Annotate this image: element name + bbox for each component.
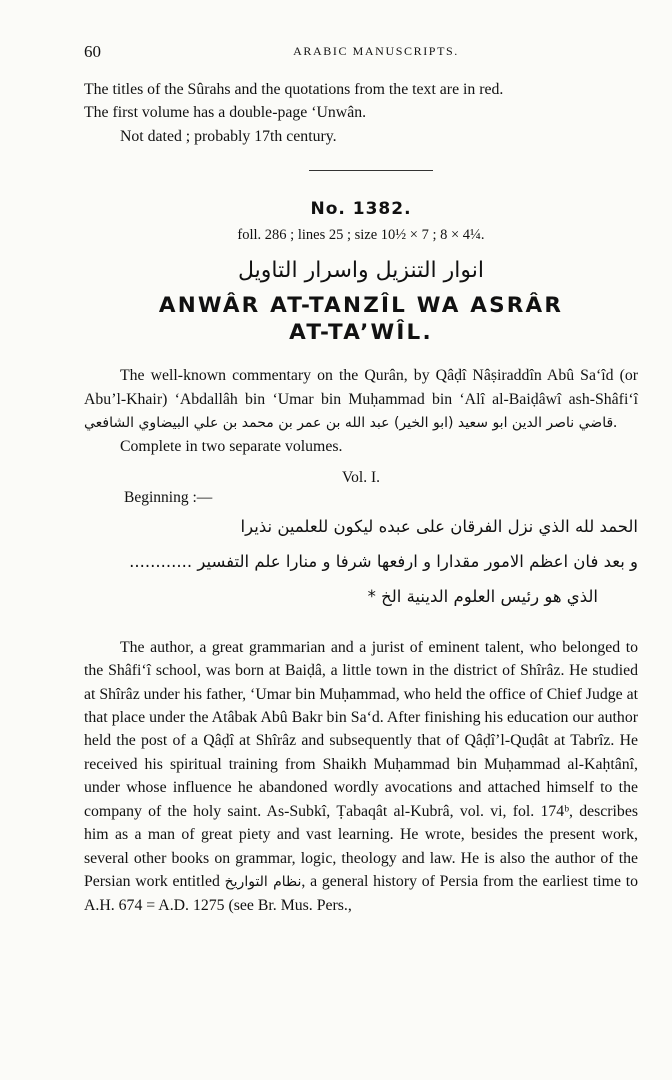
- description-end: .: [613, 414, 618, 432]
- previous-entry-line-2: The first volume has a double-page ‘Unwân.: [84, 104, 367, 122]
- beginning-arabic-line-1: الحمد لله الذي نزل الفرقان على عبده ليكون للعلمين نذيرا: [240, 516, 638, 536]
- entry-number: No. 1382.: [310, 199, 412, 220]
- volumes-note: Complete in two separate volumes.: [120, 438, 343, 456]
- entry-collation: foll. 286 ; lines 25 ; size 10½ × 7 ; 8 × 4¼.: [237, 227, 485, 244]
- page-header: [84, 38, 638, 68]
- beginning-arabic-line-2: و بعد فان اعظم الامور مقدارا و ارفعها شرفا و منارا علم التفسير ............: [129, 551, 638, 571]
- entry-title-line-1: ANWÂR AT-TANZÎL WA ASRÂR: [158, 293, 564, 319]
- section-divider: [309, 170, 433, 171]
- beginning-label: Beginning :—: [124, 488, 213, 506]
- previous-entry-line-1: The titles of the Sûrahs and the quotations from the text are in red.: [84, 81, 504, 98]
- entry-title-line-2: AT-TA’WÎL.: [289, 320, 433, 346]
- author-text: The author, a great grammarian and a jurist of eminent talent, who belonged to the Shâfi‘î school, was born at Baiḍâ, a little town in the district of Shîrâz. He studied at Shîrâz under his father, ‘Umar bin Muḥammad, who held the office of Chief Judge at that place under the Atâbak Abû Bakr bin Sa‘d. After finishing his education our author held the post of a Qâḍî at Shîrâz and subsequently that of Qâḍî’l-Quḍât at Tabrîz. He received his spiritual training from Shaikh Muḥammad bin Muḥammad al-Kaḥtânî, under whose influence he abandoned wordly avocations and attached himself to the company of the holy saint. As-Subkî, Ṭabaqât al-Kubrâ, vol. vi, fol. 174ᵇ, describes him as a man of great piety and vast learning. He wrote, besides the present work, several other books on grammar, logic, theology and law. He is also the author of the Persian work entitled: [84, 638, 639, 890]
- previous-entry-tail: [84, 78, 638, 148]
- volume-label: Vol. I.: [341, 468, 381, 486]
- description-paragraph: [84, 364, 638, 435]
- description-text: The well-known commentary on the Qurân, by Qâḍî Nâṣiraddîn Abû Sa‘îd (or Abu’l-Khair) ‘Abdallâh bin ‘Umar bin Muḥammad bin ‘Alî al-Baiḍâwî ash-Shâfi‘î: [84, 367, 638, 408]
- beginning-arabic-line-3: الذي هو رئيس العلوم الدينية الخ *: [367, 586, 598, 606]
- page-number: 60: [84, 42, 101, 61]
- author-arabic-work-title: نظام التواريخ: [224, 873, 302, 890]
- arabic-title: انوار التنزيل واسرار التاويل: [238, 258, 484, 284]
- author-paragraph: [84, 636, 638, 918]
- author-text-continued: , a general history of Persia from the earliest time to A.H. 674 = A.D. 1275 (see Br. Mus. Pers.,: [84, 872, 638, 915]
- description-arabic-name: قاضي ناصر الدين ابو سعيد (ابو الخير) عبد الله بن عمر بن محمد بن علي البيضاوي الشافعي: [84, 415, 614, 432]
- entry-title: [84, 292, 638, 346]
- beginning-arabic-text: [84, 509, 638, 614]
- running-head: ARABIC MANUSCRIPTS.: [293, 44, 459, 58]
- previous-entry-line-3: Not dated ; probably 17th century.: [120, 127, 337, 145]
